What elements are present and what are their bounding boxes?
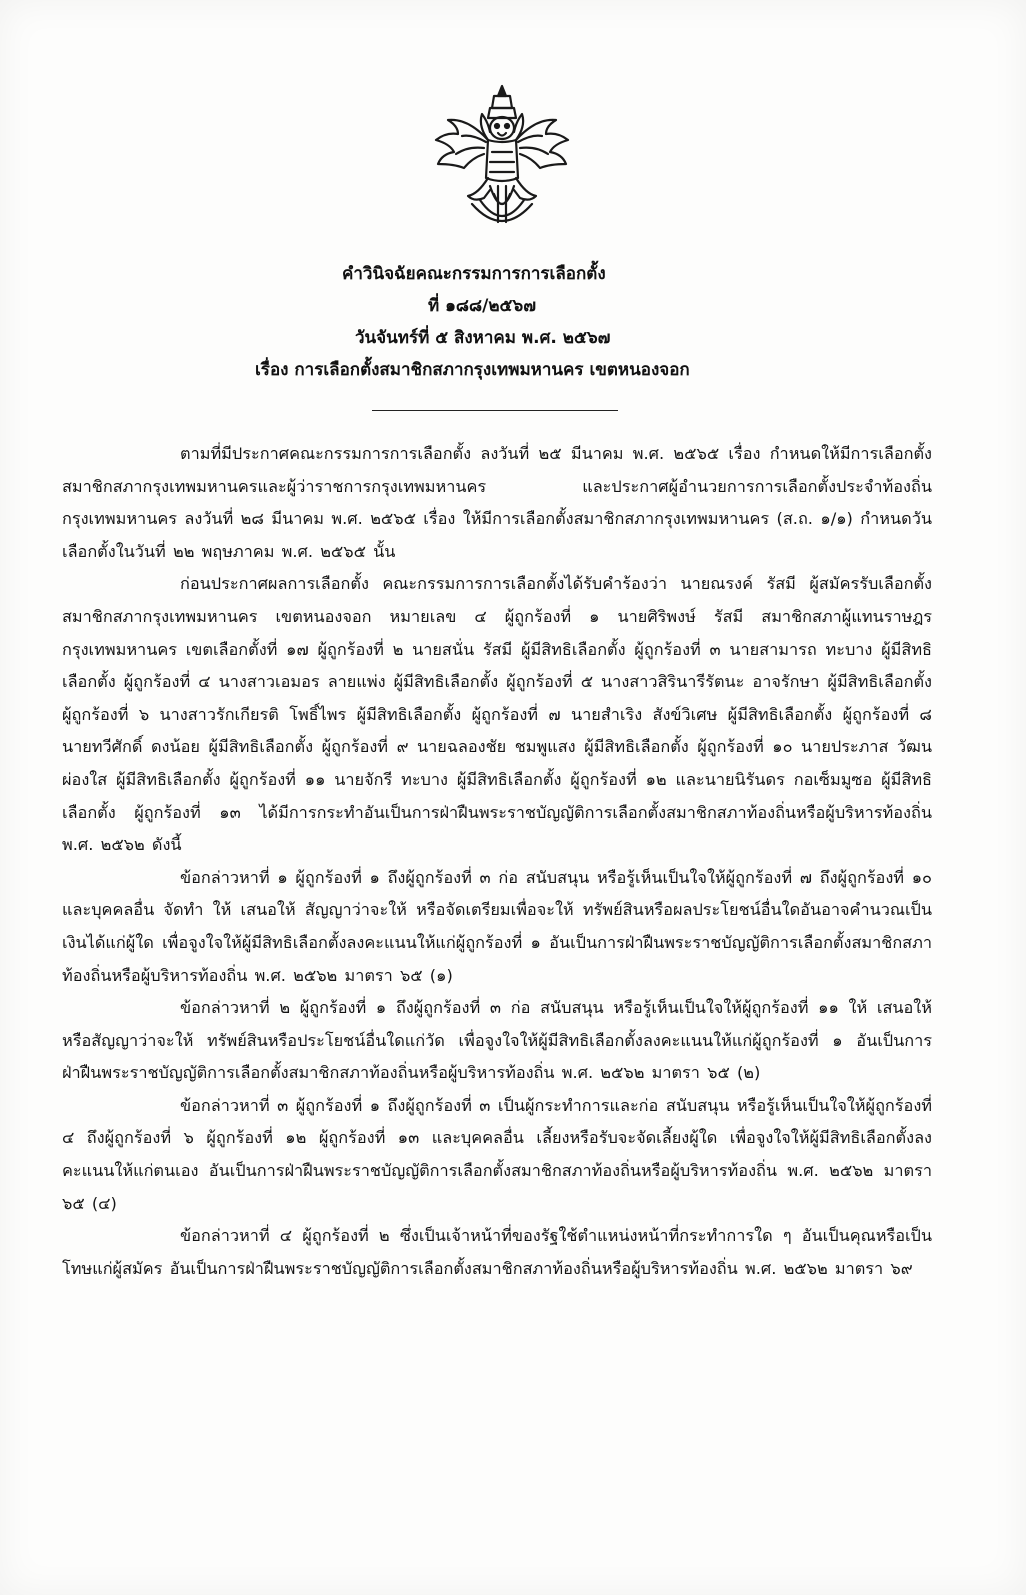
- paragraph-complaint: ก่อนประกาศผลการเลือกตั้ง คณะกรรมการการเลือกตั้งได้รับคำร้องว่า นายณรงค์ รัสมี ผู้สมัครรับเลือกตั้งสมาชิกสภากรุงเทพมหานคร เขตหนองจอก หมายเลข ๔ ผู้ถูกร้องที่ ๑ นายศิริพงษ์ รัสมี สมาชิกสภาผู้แทนราษฎรกรุงเทพมหานคร เขตเลือกตั้งที่ ๑๗ ผู้ถูกร้องที่ ๒ นายสนั่น รัสมี ผู้มีสิทธิเลือกตั้ง ผู้ถูกร้องที่ ๓ นายสามารถ ทะบาง ผู้มีสิทธิเลือกตั้ง ผู้ถูกร้องที่ ๔ นางสาวเอมอร ลายแพ่ง ผู้มีสิทธิเลือกตั้ง ผู้ถูกร้องที่ ๕ นางสาวสิรินารีรัตนะ อาจรักษา ผู้มีสิทธิเลือกตั้ง ผู้ถูกร้องที่ ๖ นางสาวรักเกียรติ โพธิ์ไพร ผู้มีสิทธิเลือกตั้ง ผู้ถูกร้องที่ ๗ นายสำเริง สังข์วิเศษ ผู้มีสิทธิเลือกตั้ง ผู้ถูกร้องที่ ๘ นายทวีศักดิ์ ดงน้อย ผู้มีสิทธิเลือกตั้ง ผู้ถูกร้องที่ ๙ นายฉลองชัย ชมพูแสง ผู้มีสิทธิเลือกตั้ง ผู้ถูกร้องที่ ๑๐ นายประภาส วัฒนผ่องใส ผู้มีสิทธิเลือกตั้ง ผู้ถูกร้องที่ ๑๑ นายจักรี ทะบาง ผู้มีสิทธิเลือกตั้ง ผู้ถูกร้องที่ ๑๒ และนายนิรันดร กอเซ็มมูซอ ผู้มีสิทธิเลือกตั้ง ผู้ถูกร้องที่ ๑๓ ได้มีการกระทำอันเป็นการฝ่าฝืนพระราชบัญญัติการเลือกตั้งสมาชิกสภาท้องถิ่นหรือผู้บริหารท้องถิ่น พ.ศ. ๒๕๖๒ ดังนี้: [62, 574, 932, 855]
- paragraph-allegation-4: ข้อกล่าวหาที่ ๔ ผู้ถูกร้องที่ ๒ ซึ่งเป็นเจ้าหน้าที่ของรัฐใช้ตำแหน่งหน้าที่กระทำการใด ๆ อันเป็นคุณหรือเป็นโทษแก่ผู้สมัคร อันเป็นการฝ่าฝืนพระราชบัญญัติการเลือกตั้งสมาชิกสภาท้องถิ่นหรือผู้บริหารท้องถิ่น พ.ศ. ๒๕๖๒ มาตรา ๖๙: [62, 1226, 932, 1278]
- document-date: วันจันทร์ที่ ๕ สิงหาคม พ.ศ. ๒๕๖๗: [355, 328, 611, 348]
- paragraph-allegation-2: ข้อกล่าวหาที่ ๒ ผู้ถูกร้องที่ ๑ ถึงผู้ถูกร้องที่ ๓ ก่อ สนับสนุน หรือรู้เห็นเป็นใจให้ผู้ถูกร้องที่ ๑๑ ให้ เสนอให้ หรือสัญญาว่าจะให้ ทรัพย์สินหรือประโยชน์อื่นใดแก่วัด เพื่อจูงใจให้ผู้มีสิทธิเลือกตั้งลงคะแนนให้แก่ผู้ถูกร้องที่ ๑ อันเป็นการฝ่าฝืนพระราชบัญญัติการเลือกตั้งสมาชิกสภาท้องถิ่นหรือผู้บริหารท้องถิ่น พ.ศ. ๒๕๖๒ มาตรา ๖๕ (๒): [62, 998, 932, 1083]
- document-number: ที่ ๑๘๘/๒๕๖๗: [428, 296, 537, 316]
- document-body: [62, 438, 932, 1285]
- paragraph-allegation-3: ข้อกล่าวหาที่ ๓ ผู้ถูกร้องที่ ๑ ถึงผู้ถูกร้องที่ ๓ เป็นผู้กระทำการและก่อ สนับสนุน หรือรู้เห็นเป็นใจให้ผู้ถูกร้องที่ ๔ ถึงผู้ถูกร้องที่ ๖ ผู้ถูกร้องที่ ๑๒ ผู้ถูกร้องที่ ๑๓ และบุคคลอื่น เลี้ยงหรือรับจะจัดเลี้ยงผู้ใด เพื่อจูงใจให้ผู้มีสิทธิเลือกตั้งลงคะแนนให้แก่ตนเอง อันเป็นการฝ่าฝืนพระราชบัญญัติการเลือกตั้งสมาชิกสภาท้องถิ่นหรือผู้บริหารท้องถิ่น พ.ศ. ๒๕๖๒ มาตรา ๖๕ (๔): [62, 1095, 932, 1213]
- paragraph-intro: ตามที่มีประกาศคณะกรรมการการเลือกตั้ง ลงวันที่ ๒๕ มีนาคม พ.ศ. ๒๕๖๕ เรื่อง กำหนดให้มีการเลือกตั้งสมาชิกสภากรุงเทพมหานครและผู้ว่าราชการกรุงเทพมหานคร และประกาศผู้อำนวยการการเลือกตั้งประจำท้องถิ่นกรุงเทพมหานคร ลงวันที่ ๒๘ มีนาคม พ.ศ. ๒๕๖๕ เรื่อง ให้มีการเลือกตั้งสมาชิกสภากรุงเทพมหานคร (ส.ถ. ๑/๑) กำหนดวันเลือกตั้งในวันที่ ๒๒ พฤษภาคม พ.ศ. ๒๕๖๕ นั้น: [62, 444, 932, 561]
- document-subject: เรื่อง การเลือกตั้งสมาชิกสภากรุงเทพมหานคร เขตหนองจอก: [255, 360, 690, 380]
- paragraph-allegation-1: ข้อกล่าวหาที่ ๑ ผู้ถูกร้องที่ ๑ ถึงผู้ถูกร้องที่ ๓ ก่อ สนับสนุน หรือรู้เห็นเป็นใจให้ผู้ถูกร้องที่ ๗ ถึงผู้ถูกร้องที่ ๑๐ และบุคคลอื่น จัดทำ ให้ เสนอให้ สัญญาว่าจะให้ หรือจัดเตรียมเพื่อจะให้ ทรัพย์สินหรือผลประโยชน์อื่นใดอันอาจคำนวณเป็นเงินได้แก่ผู้ใด เพื่อจูงใจให้ผู้มีสิทธิเลือกตั้งลงคะแนนให้แก่ผู้ถูกร้องที่ ๑ อันเป็นการฝ่าฝืนพระราชบัญญัติการเลือกตั้งสมาชิกสภาท้องถิ่นหรือผู้บริหารท้องถิ่น พ.ศ. ๒๕๖๒ มาตรา ๖๕ (๑): [62, 867, 932, 985]
- header-divider: [372, 410, 618, 411]
- garuda-emblem-icon: [428, 82, 576, 232]
- document-title: คำวินิจฉัยคณะกรรมการการเลือกตั้ง: [342, 264, 606, 284]
